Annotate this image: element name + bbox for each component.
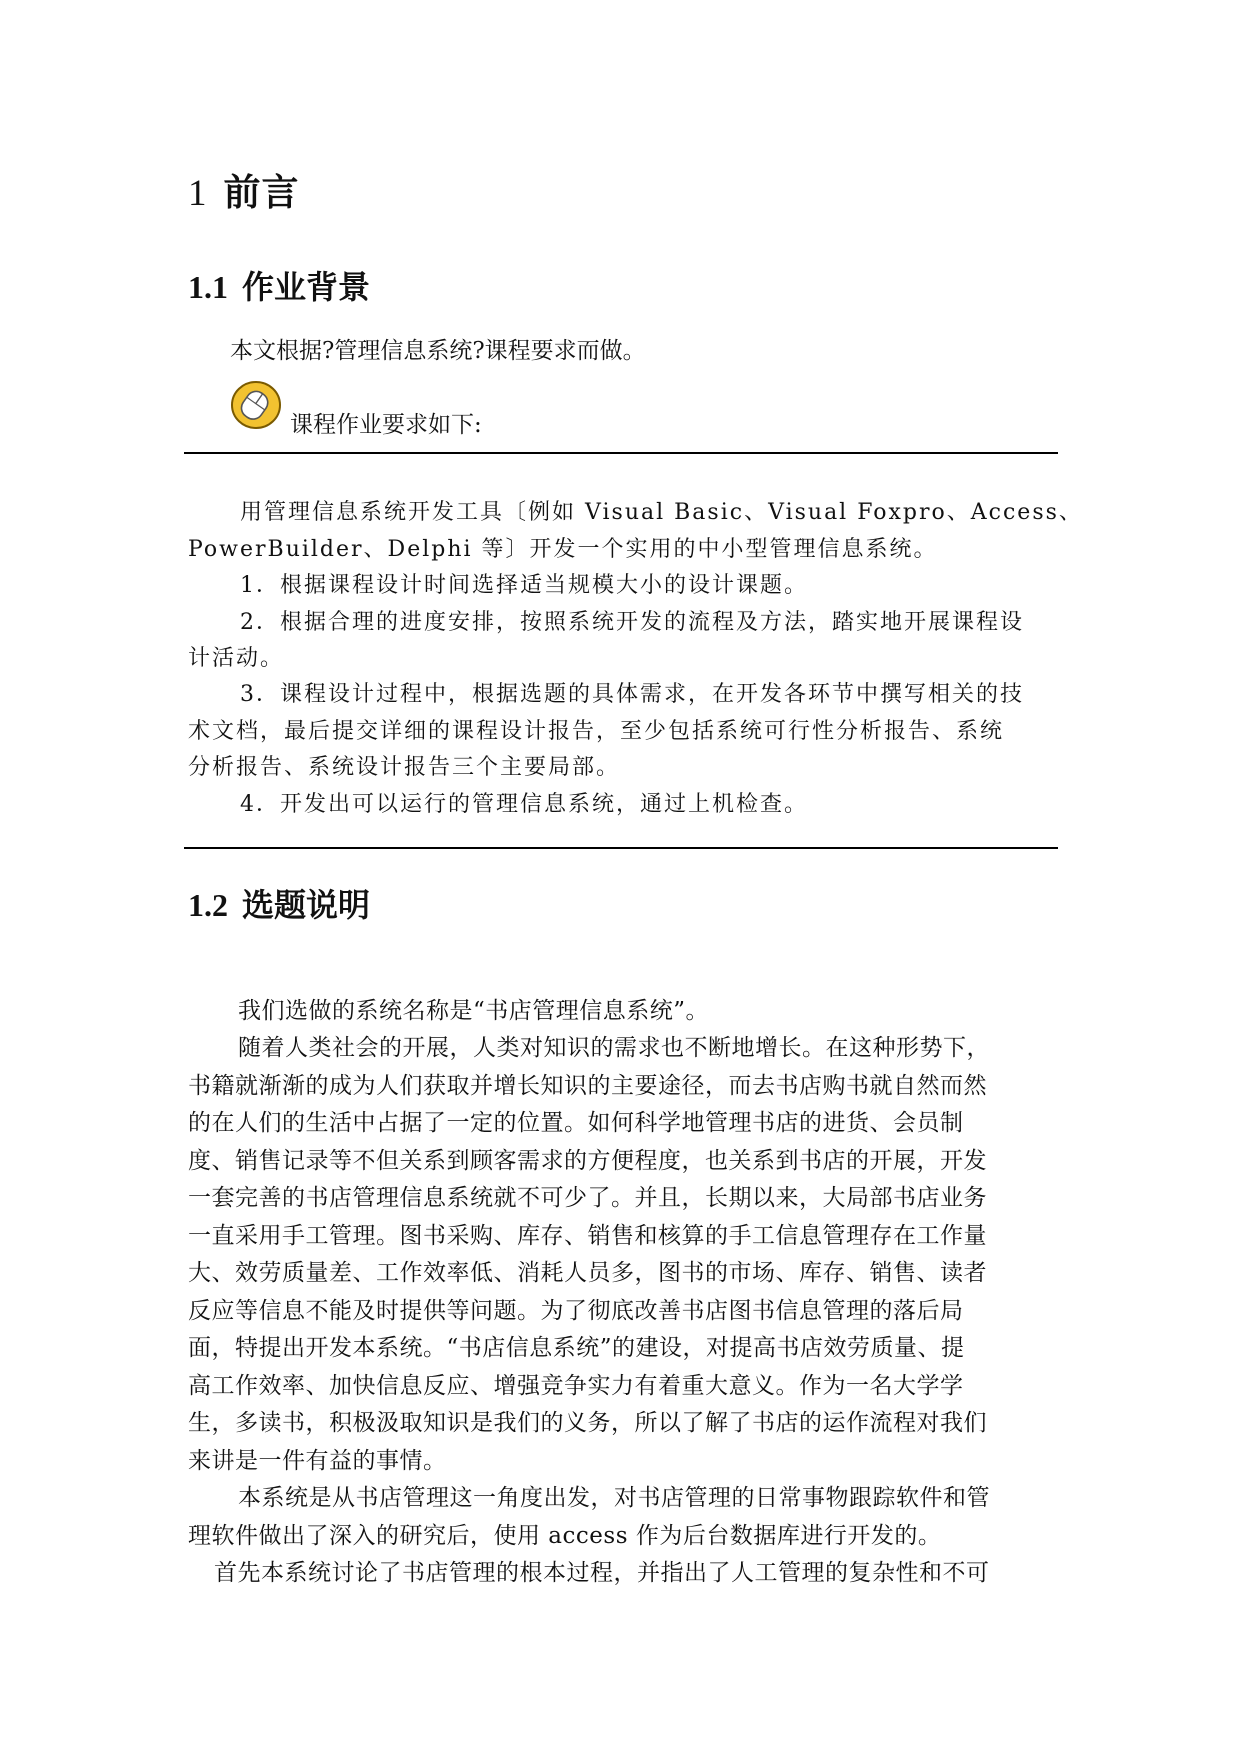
body-line: 理软件做出了深入的研究后，使用 access 作为后台数据库进行开发的。 (188, 1523, 942, 1549)
section-title: 作业背景 (242, 268, 371, 306)
section-number: 1.1 (188, 269, 228, 305)
mouse-note-icon (230, 380, 282, 430)
body-line: 面，特提出开发本系统。“书店信息系统”的建设，对提高书店效劳质量、提 (188, 1335, 965, 1361)
section-number: 1.2 (188, 887, 228, 923)
requirement-line: 计活动。 (188, 646, 285, 671)
section-heading-1-2 (188, 880, 370, 926)
body-line: 书籍就渐渐的成为人们获取并增长知识的主要途径，而去书店购书就自然而然 (188, 1073, 987, 1099)
body-line: 高工作效率、加快信息反应、增强竞争实力有着重大意义。作为一名大学学 (188, 1373, 964, 1399)
requirement-line: 3．课程设计过程中，根据选题的具体需求，在开发各环节中撰写相关的技 (240, 682, 1024, 707)
body-line: 随着人类社会的开展，人类对知识的需求也不断地增长。在这种形势下， (238, 1035, 990, 1061)
body-line: 首先本系统讨论了书店管理的根本过程，并指出了人工管理的复杂性和不可 (214, 1560, 990, 1586)
body-line: 一套完善的书店管理信息系统就不可少了。并且，长期以来，大局部书店业务 (188, 1185, 987, 1211)
requirement-line: 4．开发出可以运行的管理信息系统，通过上机检查。 (240, 792, 808, 817)
body-line: 我们选做的系统名称是“书店管理信息系统”。 (238, 998, 710, 1024)
section-title: 选题说明 (242, 886, 371, 924)
requirement-line: 术文档，最后提交详细的课程设计报告，至少包括系统可行性分析报告、系统 (188, 719, 1005, 744)
chapter-heading (188, 162, 300, 216)
requirement-line: 1．根据课程设计时间选择适当规模大小的设计课题。 (240, 573, 808, 598)
note-label: 课程作业要求如下: (290, 412, 482, 438)
chapter-title: 前言 (223, 170, 300, 214)
requirement-line: 用管理信息系统开发工具〔例如 Visual Basic、Visual Foxpro、Access、 (240, 500, 1083, 525)
body-line: 大、效劳质量差、工作效率低、消耗人员多，图书的市场、库存、销售、读者 (188, 1260, 987, 1286)
body-line: 一直采用手工管理。图书采购、库存、销售和核算的手工信息管理存在工作量 (188, 1223, 987, 1249)
body-line: 生，多读书，积极汲取知识是我们的义务，所以了解了书店的运作流程对我们 (188, 1410, 987, 1436)
divider-bottom (184, 847, 1058, 849)
body-line: 来讲是一件有益的事情。 (188, 1448, 447, 1474)
section-heading-1-1 (188, 262, 370, 308)
body-line: 本系统是从书店管理这一角度出发，对书店管理的日常事物跟踪软件和管 (238, 1485, 990, 1511)
body-line: 的在人们的生活中占据了一定的位置。如何科学地管理书店的进货、会员制 (188, 1110, 964, 1136)
divider-top (184, 452, 1058, 454)
body-line: 度、销售记录等不但关系到顾客需求的方便程度，也关系到书店的开展，开发 (188, 1148, 987, 1174)
chapter-number: 1 (188, 173, 208, 214)
body-line: 反应等信息不能及时提供等问题。为了彻底改善书店图书信息管理的落后局 (188, 1298, 964, 1324)
intro-paragraph: 本文根据?管理信息系统?课程要求而做。 (230, 338, 646, 364)
requirement-line: PowerBuilder、Delphi 等〕开发一个实用的中小型管理信息系统。 (188, 537, 938, 562)
requirement-line: 2．根据合理的进度安排，按照系统开发的流程及方法，踏实地开展课程设 (240, 610, 1024, 635)
requirement-line: 分析报告、系统设计报告三个主要局部。 (188, 755, 621, 780)
